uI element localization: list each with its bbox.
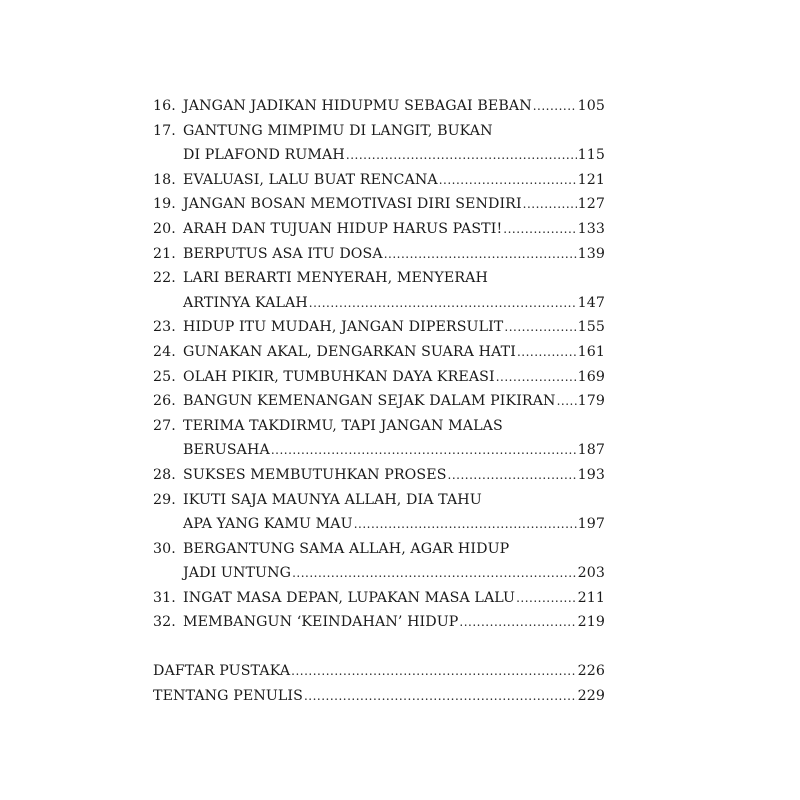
toc-entry[interactable]: [153, 94, 605, 119]
chapter-title: EVALUASI, LALU BUAT RENCANA: [183, 171, 438, 188]
section-gap: [153, 635, 605, 659]
toc-line: [153, 610, 605, 635]
chapter-number: 21.: [153, 245, 176, 262]
page-number: 229: [577, 687, 605, 704]
toc-line: [153, 217, 605, 242]
toc-line: [153, 119, 605, 144]
dot-leader: [271, 438, 577, 463]
dot-leader: [516, 586, 577, 611]
chapter-title: JADI UNTUNG: [183, 565, 292, 582]
chapter-title: OLAH PIKIR, TUMBUHKAN DAYA KREASI: [183, 368, 495, 385]
back-matter-entry[interactable]: [153, 684, 605, 709]
page-number: 211: [577, 589, 605, 606]
toc-line: [153, 365, 605, 390]
dot-leader: [503, 217, 576, 242]
dot-leader: [291, 659, 576, 684]
chapter-title: JANGAN JADIKAN HIDUPMU SEBAGAI BEBAN: [183, 98, 532, 114]
chapter-number: 26.: [153, 393, 176, 410]
toc-line: [153, 537, 605, 562]
dot-leader: [496, 365, 577, 390]
toc-entry[interactable]: [153, 586, 605, 611]
chapter-number: 31.: [153, 589, 176, 606]
chapter-number: 24.: [153, 343, 176, 360]
toc-line: [153, 242, 605, 267]
back-matter-title: TENTANG PENULIS: [153, 687, 303, 704]
toc-entry[interactable]: [153, 463, 605, 488]
toc-line: [153, 143, 605, 168]
dot-leader: [459, 610, 576, 635]
chapter-number: 28.: [153, 466, 176, 483]
chapter-title: BERGANTUNG SAMA ALLAH, AGAR HIDUP: [183, 540, 510, 557]
page-number: 115: [577, 147, 605, 164]
dot-leader: [517, 340, 577, 365]
toc-line: [153, 340, 605, 365]
page-number: 105: [577, 98, 605, 114]
page-number: 187: [577, 442, 605, 459]
chapter-number: 19.: [153, 196, 176, 213]
toc-entry[interactable]: [153, 389, 605, 414]
dot-leader: [309, 291, 577, 316]
toc-line: [153, 94, 605, 119]
chapter-number: 25.: [153, 368, 176, 385]
page-number: 169: [577, 368, 605, 385]
toc-entry[interactable]: [153, 168, 605, 193]
chapter-title: ARAH DAN TUJUAN HIDUP HARUS PASTI!: [183, 220, 503, 237]
toc-entry[interactable]: [153, 414, 605, 463]
toc-entry[interactable]: [153, 365, 605, 390]
page-number: 139: [577, 245, 605, 262]
toc-line: [153, 315, 605, 340]
chapter-title: INGAT MASA DEPAN, LUPAKAN MASA LALU: [183, 589, 516, 606]
dot-leader: [439, 168, 577, 193]
chapter-title: GANTUNG MIMPIMU DI LANGIT, BUKAN: [183, 122, 493, 139]
toc-line: [153, 438, 605, 463]
dot-leader: [504, 315, 576, 340]
chapter-title: DI PLAFOND RUMAH: [183, 147, 345, 164]
toc-entry[interactable]: [153, 242, 605, 267]
chapter-number: 23.: [153, 319, 176, 336]
dot-leader: [557, 389, 577, 414]
toc-entry[interactable]: [153, 217, 605, 242]
chapter-number: 30.: [153, 540, 176, 557]
table-of-contents: [153, 94, 605, 708]
chapter-title: BANGUN KEMENANGAN SEJAK DALAM PIKIRAN: [183, 393, 556, 410]
dot-leader: [354, 512, 577, 537]
dot-leader: [523, 192, 577, 217]
page-number: 155: [577, 319, 605, 336]
dot-leader: [384, 242, 577, 267]
page-number: 193: [577, 466, 605, 483]
chapter-number: 17.: [153, 122, 176, 139]
page-number: 127: [577, 196, 605, 213]
toc-line: [153, 389, 605, 414]
toc-entry[interactable]: [153, 340, 605, 365]
chapter-title: IKUTI SAJA MAUNYA ALLAH, DIA TAHU: [183, 491, 482, 508]
chapter-title: TERIMA TAKDIRMU, TAPI JANGAN MALAS: [183, 417, 503, 434]
chapter-number: 20.: [153, 220, 176, 237]
chapter-title: BERPUTUS ASA ITU DOSA: [183, 245, 383, 262]
page-number: 219: [577, 614, 605, 631]
toc-entry[interactable]: [153, 315, 605, 340]
chapter-title: SUKSES MEMBUTUHKAN PROSES: [183, 466, 447, 483]
toc-line: [153, 168, 605, 193]
chapter-number: 22.: [153, 270, 176, 287]
toc-line: [153, 266, 605, 291]
dot-leader: [448, 463, 577, 488]
page-number: 179: [577, 393, 605, 410]
dot-leader: [533, 94, 577, 119]
chapter-title: LARI BERARTI MENYERAH, MENYERAH: [183, 270, 488, 287]
toc-line: [153, 512, 605, 537]
chapter-number: 29.: [153, 491, 176, 508]
chapter-title: ARTINYA KALAH: [183, 294, 308, 311]
chapter-title: APA YANG KAMU MAU: [183, 516, 353, 533]
back-matter-title: DAFTAR PUSTAKA: [153, 663, 291, 680]
chapter-number: 27.: [153, 417, 176, 434]
toc-entry[interactable]: [153, 266, 605, 315]
chapter-title: GUNAKAN AKAL, DENGARKAN SUARA HATI: [183, 343, 516, 360]
chapter-number: 18.: [153, 171, 176, 188]
page-number: 203: [577, 565, 605, 582]
page-number: 147: [577, 294, 605, 311]
toc-line: [153, 192, 605, 217]
toc-line: [153, 586, 605, 611]
toc-line: [153, 414, 605, 439]
toc-line: [153, 291, 605, 316]
toc-line: [153, 561, 605, 586]
chapter-title: BERUSAHA: [183, 442, 270, 459]
page-number: 121: [577, 171, 605, 188]
dot-leader: [304, 684, 577, 709]
toc-line: [153, 488, 605, 513]
page-number: 161: [577, 343, 605, 360]
dot-leader: [346, 143, 577, 168]
dot-leader: [292, 561, 577, 586]
back-matter-entry[interactable]: [153, 659, 605, 684]
chapter-title: HIDUP ITU MUDAH, JANGAN DIPERSULIT: [183, 319, 504, 336]
chapter-title: MEMBANGUN ‘KEINDAHAN’ HIDUP: [183, 614, 459, 631]
page-number: 133: [577, 220, 605, 237]
toc-entry[interactable]: [153, 192, 605, 217]
toc-entry[interactable]: [153, 119, 605, 168]
chapter-number: 32.: [153, 614, 176, 631]
page-number: 197: [577, 516, 605, 533]
toc-entry[interactable]: [153, 537, 605, 586]
chapter-list: [153, 94, 605, 635]
toc-entry[interactable]: [153, 610, 605, 635]
chapter-number: 16.: [153, 98, 176, 114]
chapter-title: JANGAN BOSAN MEMOTIVASI DIRI SENDIRI: [183, 196, 522, 213]
page-number: 226: [577, 663, 605, 680]
back-matter-list: [153, 659, 605, 708]
toc-line: [153, 463, 605, 488]
toc-entry[interactable]: [153, 488, 605, 537]
